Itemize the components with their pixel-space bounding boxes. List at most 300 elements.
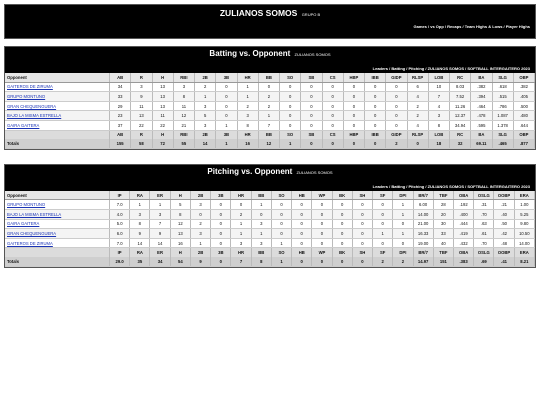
column-header[interactable]: H xyxy=(170,191,190,200)
stat-cell: 1 xyxy=(393,229,413,239)
total-cell: 34 xyxy=(150,257,170,266)
total-cell: 69.11 xyxy=(471,139,492,148)
batting-title xyxy=(5,47,535,65)
stat-cell: 0 xyxy=(365,101,386,111)
stat-cell: 0 xyxy=(352,229,372,239)
stat-cell: 0 xyxy=(312,238,332,248)
stat-cell: 0 xyxy=(365,82,386,92)
total-cell: 0 xyxy=(365,139,386,148)
stat-cell: 3 xyxy=(190,229,210,239)
stat-cell: .382 xyxy=(471,82,492,92)
stat-cell: 0 xyxy=(373,200,393,210)
stat-cell: 0 xyxy=(292,229,312,239)
table-row xyxy=(5,92,535,102)
stat-cell: 9 xyxy=(131,92,152,102)
stat-cell: 5 xyxy=(170,200,190,210)
stat-cell: 7.0 xyxy=(110,200,130,210)
stat-cell: .394 xyxy=(471,92,492,102)
stat-cell: 11 xyxy=(131,101,152,111)
column-header[interactable]: RA xyxy=(130,191,150,200)
column-header: SB xyxy=(301,130,322,139)
total-cell: 155 xyxy=(110,139,131,148)
column-header[interactable]: HR xyxy=(231,191,251,200)
crumb-batting[interactable]: Batting xyxy=(391,183,406,189)
totals-row xyxy=(5,139,535,148)
column-header: SLG xyxy=(492,130,513,139)
stat-cell: .40 xyxy=(494,209,514,219)
stat-cell: 1 xyxy=(190,238,210,248)
stat-cell: 0 xyxy=(365,111,386,121)
link-recaps[interactable]: Recaps xyxy=(447,24,462,29)
total-cell: 29.0 xyxy=(110,257,130,266)
batting-heading: Batting vs. Opponent xyxy=(209,49,291,58)
stat-cell: 37 xyxy=(110,120,131,130)
opponent-link[interactable]: GRUPO MONTUNO xyxy=(7,93,46,99)
stat-cell: 1 xyxy=(237,82,258,92)
batting-breadcrumb: Leaders / Batting / Pitching / ZULIANOS SOMOS / SOFTBALL INTERGAITERO 2023 xyxy=(372,66,530,71)
stat-cell: .444 xyxy=(453,219,473,229)
stat-cell: 0 xyxy=(211,200,231,210)
stat-cell: 1 xyxy=(216,120,237,130)
crumb-batting[interactable]: Batting xyxy=(391,66,406,71)
opponent-link[interactable]: GRAN CHEQUENGUERA xyxy=(7,103,57,109)
opponent-cell xyxy=(5,92,110,102)
table-row xyxy=(5,101,535,111)
stat-cell: 3 xyxy=(173,82,194,92)
stat-cell: 1 xyxy=(237,92,258,102)
group-label: GRUPO B xyxy=(301,12,321,17)
stat-cell: 0 xyxy=(292,238,312,248)
total-cell: 0 xyxy=(301,139,322,148)
column-header[interactable]: GIDP xyxy=(386,73,407,82)
team-name: ZULIANOS SOMOS xyxy=(219,8,298,18)
stat-cell: 3 xyxy=(251,219,271,229)
stat-cell: 22 xyxy=(152,120,173,130)
stat-cell: 13 xyxy=(152,101,173,111)
column-header[interactable]: SO xyxy=(280,73,301,82)
stat-cell: 0 xyxy=(373,219,393,229)
column-header[interactable]: OOBP xyxy=(494,191,514,200)
column-header[interactable]: SO xyxy=(271,191,291,200)
stat-cell: 12 xyxy=(173,111,194,121)
total-cell: .465 xyxy=(492,139,513,148)
column-header[interactable]: RLSP xyxy=(407,73,428,82)
total-cell: 0 xyxy=(211,257,231,266)
stat-cell: 21 xyxy=(173,120,194,130)
stat-cell: 0 xyxy=(322,92,343,102)
column-header[interactable]: R xyxy=(131,73,152,82)
crumb-pitching[interactable]: Pitching xyxy=(408,183,425,189)
opponent-cell xyxy=(5,229,110,239)
stat-cell: 2 xyxy=(407,111,428,121)
stat-cell: 13 xyxy=(152,92,173,102)
column-header[interactable]: IBB xyxy=(365,73,386,82)
column-header[interactable]: ERA xyxy=(514,191,534,200)
column-header[interactable]: Opponent xyxy=(5,191,110,200)
total-cell: 7 xyxy=(231,257,251,266)
total-cell: 14 xyxy=(195,139,216,148)
crumb-leaders[interactable]: Leaders xyxy=(372,66,388,71)
column-header: RA xyxy=(130,248,150,257)
total-cell: 151 xyxy=(433,257,453,266)
stat-cell: .192 xyxy=(453,200,473,210)
stat-cell: 0 xyxy=(322,82,343,92)
stat-cell: 5 xyxy=(195,111,216,121)
column-header: SO xyxy=(271,248,291,257)
pitching-section xyxy=(4,164,536,268)
column-header: BK xyxy=(332,248,352,257)
stat-cell: 16.33 xyxy=(413,229,433,239)
stat-cell: 1 xyxy=(373,229,393,239)
column-header[interactable]: H xyxy=(152,73,173,82)
table-row xyxy=(5,219,535,229)
stat-cell: 0 xyxy=(343,111,364,121)
column-header: BB xyxy=(258,130,279,139)
stat-cell: 20 xyxy=(433,209,453,219)
stat-cell: 21.00 xyxy=(413,219,433,229)
link-games[interactable]: Games xyxy=(413,24,427,29)
column-header[interactable]: BA xyxy=(471,73,492,82)
pitching-title xyxy=(5,165,535,183)
stat-cell: 1 xyxy=(231,219,251,229)
stat-cell: 30 xyxy=(433,219,453,229)
stat-cell: 0 xyxy=(322,101,343,111)
column-header[interactable]: RBI xyxy=(173,73,194,82)
column-header[interactable]: OSLG xyxy=(474,191,494,200)
column-header[interactable]: RC xyxy=(450,73,471,82)
stat-cell: 0 xyxy=(352,238,372,248)
stat-cell: 4.0 xyxy=(110,209,130,219)
column-header[interactable]: ER xyxy=(150,191,170,200)
stat-cell: 7 xyxy=(258,120,279,130)
stat-cell: 1 xyxy=(271,238,291,248)
total-cell: 0 xyxy=(322,139,343,148)
stat-cell: 0 xyxy=(231,200,251,210)
stat-cell: 23 xyxy=(110,111,131,121)
stat-cell: 11.26 xyxy=(450,101,471,111)
stat-cell: 0 xyxy=(373,209,393,219)
stat-cell: 12.37 xyxy=(450,111,471,121)
column-header: R xyxy=(131,130,152,139)
stat-cell: 0 xyxy=(386,101,407,111)
stat-cell: .515 xyxy=(492,92,513,102)
stat-cell: 0 xyxy=(271,200,291,210)
table-row xyxy=(5,111,535,121)
column-header[interactable]: OBA xyxy=(453,191,473,200)
stat-cell: 0 xyxy=(301,82,322,92)
total-cell: 2 xyxy=(386,139,407,148)
total-cell: 0 xyxy=(343,139,364,148)
table-row xyxy=(5,229,535,239)
total-cell: 9 xyxy=(190,257,210,266)
stat-cell: 4 xyxy=(407,120,428,130)
stat-cell: 0 xyxy=(280,120,301,130)
column-header[interactable]: 2B xyxy=(190,191,210,200)
total-cell: 32 xyxy=(450,139,471,148)
repeat-header-row xyxy=(5,248,535,257)
link-team-highs-lows[interactable]: Team Highs & Lows xyxy=(464,24,503,29)
stat-cell: 1 xyxy=(393,200,413,210)
stat-cell: 0 xyxy=(365,92,386,102)
stat-cell: 0 xyxy=(211,229,231,239)
column-header: IBB xyxy=(365,130,386,139)
crumb-team[interactable]: ZULIANOS SOMOS xyxy=(427,183,465,189)
stat-cell: 8.03 xyxy=(450,82,471,92)
stat-cell: 13 xyxy=(170,229,190,239)
column-header[interactable]: Opponent xyxy=(5,73,110,82)
column-header[interactable]: WP xyxy=(312,191,332,200)
stat-cell: 34.94 xyxy=(450,120,471,130)
stat-cell: 2 xyxy=(190,219,210,229)
totals-label: Totals xyxy=(5,139,110,148)
stat-cell: 10 xyxy=(428,82,449,92)
crumb-team[interactable]: ZULIANOS SOMOS xyxy=(427,66,465,71)
stat-cell: 0 xyxy=(211,219,231,229)
team-links: Games / vs Opp / Recaps / Team Highs & Lows / Player Highs xyxy=(413,24,530,29)
stat-cell: 0 xyxy=(211,209,231,219)
stat-cell: .480 xyxy=(513,111,534,121)
column-header: BB xyxy=(251,248,271,257)
column-header: ERA xyxy=(514,248,534,257)
table-row xyxy=(5,238,535,248)
total-cell: 58 xyxy=(131,139,152,148)
stat-cell: 1.00 xyxy=(514,200,534,210)
column-header: 3B xyxy=(216,130,237,139)
stat-cell: .61 xyxy=(474,229,494,239)
column-header: OBA xyxy=(453,248,473,257)
stat-cell: 9 xyxy=(150,229,170,239)
column-header[interactable]: SLG xyxy=(492,73,513,82)
stat-cell: 13 xyxy=(131,111,152,121)
stat-cell: 0 xyxy=(332,209,352,219)
stat-cell: 1 xyxy=(251,229,271,239)
column-header[interactable]: BK xyxy=(332,191,352,200)
column-header[interactable]: BR/7 xyxy=(413,191,433,200)
opponent-link[interactable]: GAIRA GAITERA xyxy=(7,122,40,128)
column-header: H xyxy=(170,248,190,257)
repeat-header-row xyxy=(5,130,535,139)
column-header: HB xyxy=(292,248,312,257)
column-header: OSLG xyxy=(474,248,494,257)
batting-section xyxy=(4,46,536,150)
total-cell: 72 xyxy=(152,139,173,148)
opponent-link[interactable]: GAIRA GAITERA xyxy=(7,221,40,227)
link-vs-opp[interactable]: vs Opp xyxy=(430,24,444,29)
stat-cell: .500 xyxy=(513,101,534,111)
batting-team-label: ZULIANOS SOMOS xyxy=(294,52,331,57)
table-row xyxy=(5,120,535,130)
batting-table xyxy=(5,73,535,149)
total-cell: 14.97 xyxy=(413,257,433,266)
stat-cell: 3 xyxy=(237,111,258,121)
stat-cell: 0 xyxy=(322,120,343,130)
stat-cell: 3 xyxy=(195,101,216,111)
total-cell: .877 xyxy=(513,139,534,148)
stat-cell: 0 xyxy=(386,120,407,130)
stat-cell: .48 xyxy=(494,238,514,248)
stat-cell: 14.00 xyxy=(514,238,534,248)
column-header[interactable]: IP xyxy=(110,191,130,200)
stat-cell: 0 xyxy=(190,209,210,219)
column-header[interactable]: HBP xyxy=(343,73,364,82)
column-header: LOB xyxy=(428,130,449,139)
stat-cell: .478 xyxy=(471,111,492,121)
pitching-table xyxy=(5,191,535,267)
stat-cell: 0 xyxy=(301,120,322,130)
stat-cell: 3 xyxy=(130,209,150,219)
opponent-cell xyxy=(5,82,110,92)
stat-cell: 2 xyxy=(407,101,428,111)
opponent-cell xyxy=(5,101,110,111)
stat-cell: 33 xyxy=(110,92,131,102)
total-cell: 55 xyxy=(173,139,194,148)
stat-cell: 0 xyxy=(332,200,352,210)
stat-cell: 0 xyxy=(216,92,237,102)
stat-cell: 0 xyxy=(343,101,364,111)
stat-cell: 0 xyxy=(216,111,237,121)
stat-cell: 0 xyxy=(365,120,386,130)
total-cell: 16 xyxy=(237,139,258,148)
opponent-cell xyxy=(5,200,110,210)
column-header[interactable]: TBF xyxy=(433,191,453,200)
table-row xyxy=(5,209,535,219)
stat-cell: 0 xyxy=(322,111,343,121)
opponent-link[interactable]: GAITEROS DE ZIRUMA xyxy=(7,84,53,90)
stat-cell: 0 xyxy=(271,209,291,219)
column-header[interactable]: 3B xyxy=(216,73,237,82)
crumb-pitching[interactable]: Pitching xyxy=(408,66,425,71)
stat-cell: 6.00 xyxy=(413,200,433,210)
column-header[interactable]: LOB xyxy=(428,73,449,82)
opponent-link[interactable]: GAITEROS DE ZIRUMA xyxy=(7,240,53,246)
stat-cell: .644 xyxy=(513,120,534,130)
crumb-league[interactable]: SOFTBALL INTERGAITERO 2023 xyxy=(467,183,530,189)
column-header[interactable]: SB xyxy=(301,73,322,82)
stat-cell: .21 xyxy=(494,200,514,210)
total-cell: .383 xyxy=(453,257,473,266)
column-header[interactable]: 3B xyxy=(211,191,231,200)
column-header: OOBP xyxy=(494,248,514,257)
opponent-cell xyxy=(5,111,110,121)
column-header[interactable]: 2B xyxy=(195,73,216,82)
stat-cell: 0 xyxy=(352,200,372,210)
stat-cell: 4 xyxy=(407,92,428,102)
column-header: BA xyxy=(471,130,492,139)
stat-cell: 22 xyxy=(131,120,152,130)
column-header[interactable]: HR xyxy=(237,73,258,82)
stat-cell: 40 xyxy=(433,238,453,248)
column-header: IP xyxy=(110,248,130,257)
stat-cell: .70 xyxy=(474,238,494,248)
opponent-link[interactable]: BAJO LA MISMA ESTRELLA xyxy=(7,211,62,217)
stat-cell: 0 xyxy=(312,219,332,229)
total-cell: 54 xyxy=(170,257,190,266)
stat-cell: 0 xyxy=(280,92,301,102)
stat-cell: 5.0 xyxy=(110,219,130,229)
stat-cell: 2 xyxy=(237,101,258,111)
total-cell: 0 xyxy=(407,139,428,148)
opponent-link[interactable]: BAJO LA MISMA ESTRELLA xyxy=(7,113,62,119)
total-cell: 18 xyxy=(428,139,449,148)
stat-cell: 0 xyxy=(301,92,322,102)
stat-cell: 7 xyxy=(150,219,170,229)
column-header[interactable]: AB xyxy=(110,73,131,82)
opponent-cell xyxy=(5,219,110,229)
stat-cell: .382 xyxy=(513,82,534,92)
column-header: 2B xyxy=(195,130,216,139)
column-header[interactable]: DPI xyxy=(393,191,413,200)
stat-cell: 8 xyxy=(170,209,190,219)
stat-cell: 0 xyxy=(301,111,322,121)
column-header: GIDP xyxy=(386,130,407,139)
pitching-heading: Pitching vs. Opponent xyxy=(207,166,293,176)
stat-cell: 7.0 xyxy=(110,238,130,248)
column-header: SO xyxy=(280,130,301,139)
column-header[interactable]: HB xyxy=(292,191,312,200)
column-header: CS xyxy=(322,130,343,139)
stat-cell: 0 xyxy=(352,209,372,219)
column-header: ER xyxy=(150,248,170,257)
stat-cell: 12 xyxy=(170,219,190,229)
column-header[interactable]: SF xyxy=(373,191,393,200)
stat-cell: 13 xyxy=(152,82,173,92)
column-header[interactable]: CS xyxy=(322,73,343,82)
total-cell: .41 xyxy=(494,257,514,266)
stat-cell: 3 xyxy=(190,200,210,210)
column-header: 2B xyxy=(190,248,210,257)
crumb-league[interactable]: SOFTBALL INTERGAITERO 2023 xyxy=(467,66,530,71)
column-header[interactable]: BB xyxy=(258,73,279,82)
stat-cell: 8 xyxy=(428,120,449,130)
stat-cell: 2 xyxy=(258,101,279,111)
stat-cell: 0 xyxy=(280,82,301,92)
total-cell: 0 xyxy=(292,257,312,266)
stat-cell: 11 xyxy=(173,101,194,111)
link-player-highs[interactable]: Player Highs xyxy=(505,24,530,29)
opponent-link[interactable]: GRUPO MONTUNO xyxy=(7,202,46,208)
table-row xyxy=(5,82,535,92)
stat-cell: .464 xyxy=(471,101,492,111)
column-header: RLSP xyxy=(407,130,428,139)
opponent-link[interactable]: GRAN CHEQUENGUERA xyxy=(7,230,57,236)
stat-cell: 11 xyxy=(152,111,173,121)
total-cell: 12 xyxy=(258,139,279,148)
column-header: WP xyxy=(312,248,332,257)
crumb-leaders[interactable]: Leaders xyxy=(372,183,388,189)
stat-cell: 1.087 xyxy=(492,111,513,121)
stat-cell: 0 xyxy=(332,238,352,248)
stat-cell: 0 xyxy=(258,82,279,92)
total-cell: 35 xyxy=(130,257,150,266)
stat-cell: 14 xyxy=(150,238,170,248)
total-cell: 0 xyxy=(312,257,332,266)
column-header[interactable]: OBP xyxy=(513,73,534,82)
total-cell: 0 xyxy=(332,257,352,266)
stat-cell: 28 xyxy=(433,200,453,210)
stat-cell: 0 xyxy=(332,219,352,229)
total-cell: 1 xyxy=(271,257,291,266)
stat-cell: 0 xyxy=(343,120,364,130)
stat-cell: 2 xyxy=(195,82,216,92)
stat-cell: .42 xyxy=(494,229,514,239)
stat-cell: 34 xyxy=(110,82,131,92)
column-header[interactable]: BB xyxy=(251,191,271,200)
column-header: DPI xyxy=(393,248,413,257)
column-header[interactable]: SH xyxy=(352,191,372,200)
column-header: H xyxy=(152,130,173,139)
stat-cell: .50 xyxy=(494,219,514,229)
stat-cell: 4 xyxy=(428,101,449,111)
